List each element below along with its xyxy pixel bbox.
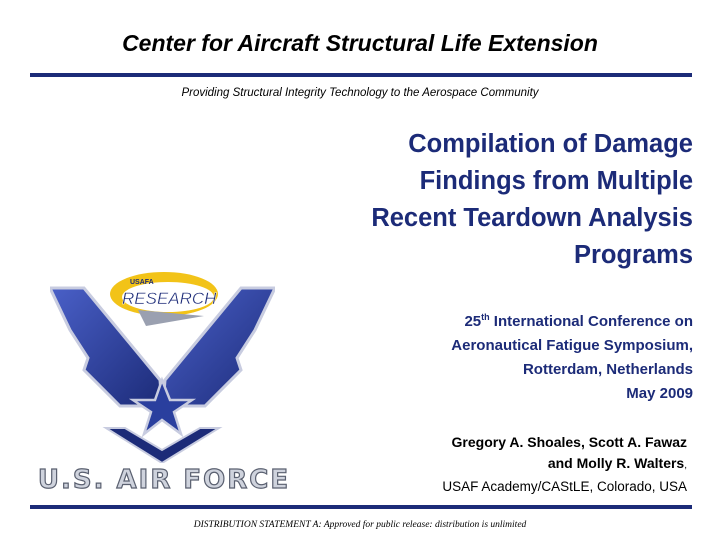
authors-block	[347, 432, 687, 497]
slide-title-line-2: Findings from Multiple	[419, 167, 693, 195]
lower-chevron-shape	[106, 428, 219, 463]
header-divider	[30, 73, 692, 77]
slide-title-line-4: Programs	[573, 241, 693, 269]
authors-affiliation: USAF Academy/CAStLE, Colorado, USA	[442, 479, 687, 494]
conference-line-3: Rotterdam, Netherlands	[522, 361, 693, 378]
conference-date: May 2009	[626, 385, 693, 402]
slide-title	[263, 126, 693, 274]
footer-divider	[30, 505, 692, 509]
ordinal-suffix: th	[481, 312, 490, 322]
conference-line-1: 25th International Conference on	[464, 312, 693, 330]
authors-line-1: Gregory A. Shoales, Scott A. Fawaz	[451, 434, 687, 450]
wordmark-text: U.S. AIR FORCE	[37, 465, 291, 494]
header-title: Center for Aircraft Structural Life Extension	[122, 30, 598, 56]
us-air-force-wordmark	[22, 462, 307, 494]
usafa-research-logo	[108, 268, 220, 330]
conference-info	[333, 310, 693, 406]
usafa-label: USAFA	[130, 279, 154, 286]
research-label: RESEARCH	[122, 289, 217, 308]
slide-title-line-3: Recent Teardown Analysis	[371, 204, 693, 232]
slide-title-line-1: Compilation of Damage	[408, 130, 693, 158]
distribution-statement: DISTRIBUTION STATEMENT A: Approved for public release: distribution is unlimited	[193, 520, 527, 530]
conference-line-2: Aeronautical Fatigue Symposium,	[451, 337, 693, 354]
authors-line-2: and Molly R. Walters,	[547, 455, 687, 471]
header-subtitle: Providing Structural Integrity Technology to the Aerospace Community	[181, 87, 539, 99]
